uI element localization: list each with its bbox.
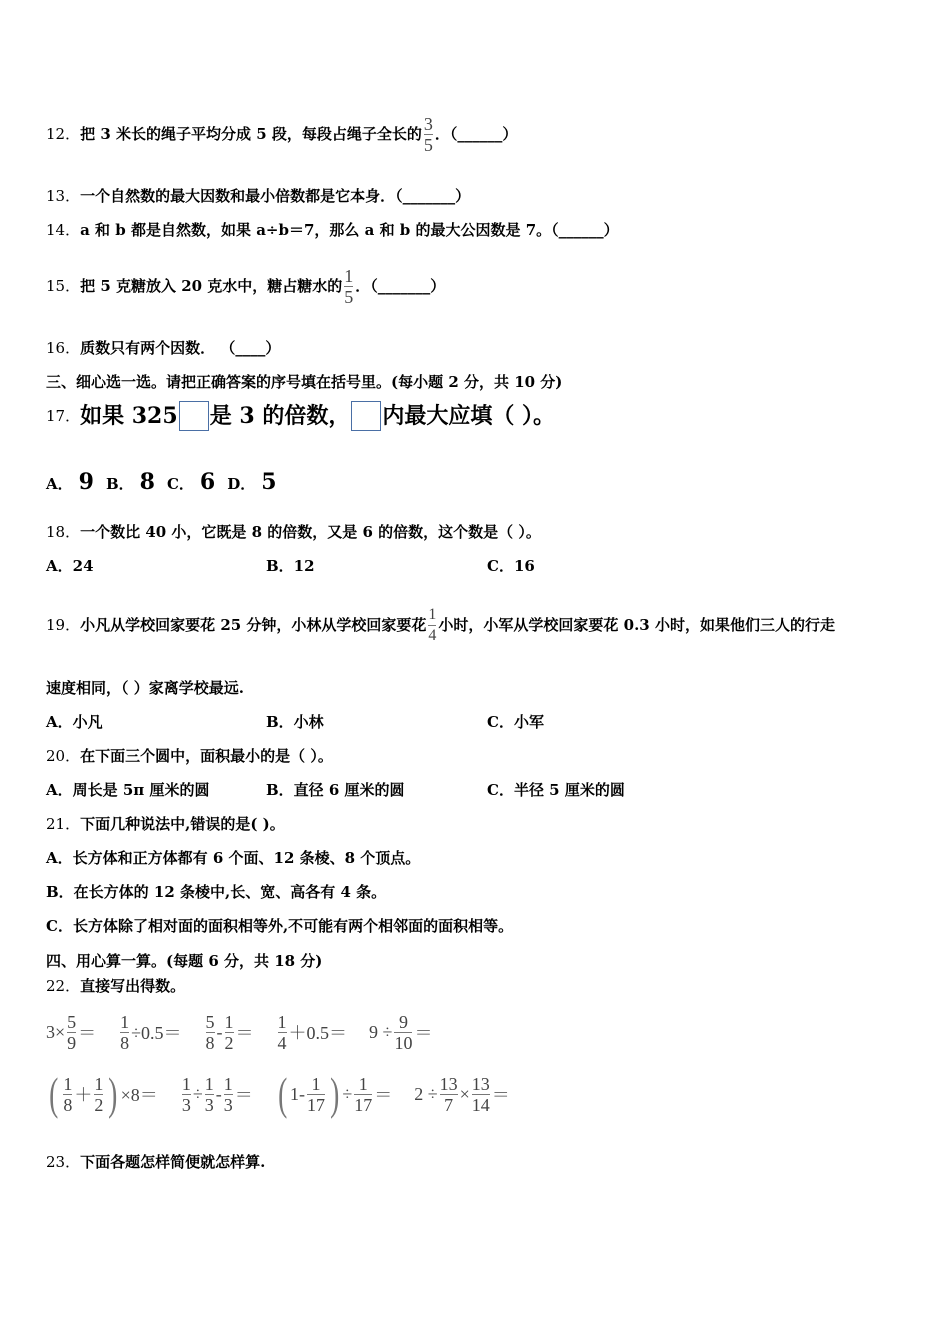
numerator: 5	[67, 1011, 77, 1032]
question-23	[46, 1152, 265, 1172]
expression-4	[276, 1012, 348, 1053]
equals: ＝	[78, 1023, 97, 1043]
option-b[interactable]: B．12	[266, 557, 315, 575]
fraction	[440, 1074, 458, 1115]
equals: ＝	[235, 1023, 254, 1043]
question-number: 15．	[46, 277, 81, 295]
option-c[interactable]: C．16	[487, 557, 535, 575]
question-number: 19．	[46, 616, 81, 634]
option-b[interactable]: B．在长方体的 12 条棱中,长、宽、高各有 4 条。	[46, 883, 387, 901]
expression-1	[46, 1012, 96, 1053]
option-c[interactable]	[166, 469, 227, 495]
numerator: 1	[344, 265, 354, 286]
equals: ＝	[374, 1085, 393, 1105]
fraction	[67, 1012, 76, 1053]
equals: ＝	[414, 1023, 433, 1043]
option-a[interactable]	[46, 469, 106, 495]
denominator: 17	[307, 1094, 326, 1115]
blank-box[interactable]	[179, 401, 209, 431]
equals: ＝	[491, 1085, 510, 1105]
expression-3	[204, 1012, 254, 1053]
question-13	[46, 186, 470, 206]
fraction	[94, 1074, 103, 1115]
operator: ×	[459, 1083, 470, 1104]
question-number: 14．	[46, 221, 81, 239]
option-b[interactable]: B．直径 6 厘米的圆	[266, 781, 405, 799]
option-c[interactable]: C．长方体除了相对面的面积相等外,不可能有两个相邻面的面积相等。	[46, 917, 514, 935]
fraction	[428, 605, 436, 646]
denominator: 17	[354, 1094, 373, 1115]
option-value: 5	[261, 469, 277, 495]
operator: ×8＝	[120, 1085, 158, 1105]
question-number: 22．	[46, 977, 81, 995]
math-row-2	[46, 1068, 532, 1120]
fraction	[120, 1012, 129, 1053]
question-number: 12．	[46, 125, 81, 143]
question-22	[46, 976, 185, 996]
fraction	[278, 1012, 287, 1053]
question-19-continued: 速度相同，（ ）家离学校最远.	[46, 679, 244, 697]
option-value: 6	[199, 469, 216, 495]
number: 3	[46, 1021, 55, 1042]
option-a[interactable]: A．周长是 5π 厘米的圆	[46, 781, 210, 799]
denominator: 8	[120, 1032, 130, 1053]
question-text: 直接写出得数。	[80, 977, 186, 995]
operator: ＋0.5＝	[288, 1023, 348, 1043]
question-text: 小时，小军从学校回家要花 0.3 小时，如果他们三人的行走	[438, 616, 835, 634]
numerator: 1	[428, 605, 437, 623]
question-text: 在下面三个圆中，面积最小的是（ ）。	[80, 747, 333, 765]
question-number: 18．	[46, 523, 81, 541]
operator: ×	[55, 1021, 66, 1042]
fraction	[344, 266, 353, 307]
denominator: 3	[204, 1094, 214, 1115]
numerator: 1	[277, 1011, 287, 1032]
left-paren: (	[277, 1068, 287, 1119]
denominator: 8	[63, 1094, 73, 1115]
option-label: D．	[227, 475, 256, 493]
denominator: 14	[471, 1094, 490, 1115]
question-text: 是 3 的倍数，	[209, 403, 351, 429]
fraction	[424, 114, 433, 155]
question-number: 23．	[46, 1153, 81, 1171]
operator: -	[215, 1083, 222, 1104]
operator: ＋	[74, 1085, 93, 1105]
option-b[interactable]: B．小林	[266, 713, 324, 731]
numerator: 1	[311, 1073, 321, 1094]
question-20	[46, 746, 333, 766]
question-15	[46, 256, 445, 316]
denominator: 4	[277, 1032, 287, 1053]
operator: ÷	[192, 1083, 203, 1104]
option-label: C．	[166, 475, 194, 493]
denominator: 8	[205, 1032, 215, 1053]
question-text: 质数只有两个因数． （____）	[80, 339, 281, 357]
question-12	[46, 104, 517, 164]
option-a[interactable]: A．长方体和正方体都有 6 个面、12 条棱、8 个顶点。	[46, 849, 421, 867]
denominator: 4	[428, 626, 437, 644]
expression-5	[369, 1012, 432, 1053]
denominator: 3	[223, 1094, 233, 1115]
equals: ＝	[234, 1085, 253, 1105]
expression-2	[118, 1012, 181, 1053]
option-label: B．	[105, 475, 134, 493]
number: 1-	[290, 1083, 306, 1104]
denominator: 5	[423, 134, 433, 155]
section-heading-4: 四、用心算一算。(每题 6 分，共 18 分)	[46, 952, 323, 970]
question-text: 下面几种说法中,错误的是( )。	[80, 815, 285, 833]
question-answer-blank[interactable]: ．（______）	[434, 125, 518, 143]
number: 9 ÷	[369, 1021, 393, 1042]
denominator: 10	[394, 1032, 413, 1053]
denominator: 3	[181, 1094, 191, 1115]
expression-6	[46, 1068, 158, 1119]
right-paren: )	[330, 1068, 340, 1119]
numerator: 1	[204, 1073, 214, 1094]
denominator: 2	[94, 1094, 104, 1115]
numerator: 1	[223, 1073, 233, 1094]
question-text: 把 5 克糖放入 20 克水中，糖占糖水的	[80, 277, 343, 295]
numerator: 1	[63, 1073, 73, 1094]
question-text: 如果 325	[80, 403, 178, 429]
denominator: 5	[344, 286, 354, 307]
numerator: 13	[471, 1073, 490, 1094]
expression-7	[180, 1074, 253, 1115]
fraction	[307, 1074, 325, 1115]
denominator: 7	[444, 1094, 454, 1115]
question-text: 一个自然数的最大因数和最小倍数都是它本身．（_______）	[80, 187, 471, 205]
fraction	[205, 1074, 214, 1115]
option-a[interactable]: A．小凡	[46, 713, 103, 731]
option-value: 8	[139, 469, 155, 495]
question-17	[46, 396, 555, 436]
question-text: 小凡从学校回家要花 25 分钟，小林从学校回家要花	[80, 616, 427, 634]
operator: ÷	[342, 1083, 353, 1104]
question-text: 内最大应填（ ）。	[382, 403, 555, 429]
question-18	[46, 522, 541, 542]
question-number: 13．	[46, 187, 81, 205]
blank-box[interactable]	[351, 401, 381, 431]
question-17-options	[46, 470, 289, 496]
question-text: 把 3 米长的绳子平均分成 5 段，每段占绳子全长的	[80, 125, 422, 143]
fraction	[472, 1074, 490, 1115]
option-value: 9	[78, 469, 94, 495]
right-paren: )	[108, 1068, 118, 1119]
numerator: 1	[120, 1011, 130, 1032]
option-c[interactable]: C．半径 5 厘米的圆	[487, 781, 625, 799]
left-paren: (	[49, 1068, 59, 1119]
question-14	[46, 220, 619, 240]
section-heading-3: 三、细心选一选。请把正确答案的序号填在括号里。(每小题 2 分，共 10 分)	[46, 373, 563, 391]
expression-8	[275, 1068, 393, 1119]
numerator: 1	[358, 1073, 368, 1094]
numerator: 5	[205, 1011, 215, 1032]
operator: ÷0.5＝	[131, 1023, 182, 1043]
numerator: 9	[398, 1011, 408, 1032]
question-number: 16．	[46, 339, 81, 357]
option-a[interactable]: A．24	[46, 557, 94, 575]
question-text: 一个数比 40 小，它既是 8 的倍数，又是 6 的倍数，这个数是（ ）。	[80, 523, 541, 541]
option-d[interactable]	[227, 469, 288, 495]
option-label: A．	[46, 475, 73, 493]
fraction	[394, 1012, 412, 1053]
question-19	[46, 590, 835, 660]
math-row-1	[46, 1008, 454, 1056]
numerator: 1	[181, 1073, 191, 1094]
question-21	[46, 814, 285, 834]
numerator: 3	[423, 113, 433, 134]
question-number: 20．	[46, 747, 81, 765]
question-16	[46, 338, 280, 358]
numerator: 1	[94, 1073, 104, 1094]
option-c[interactable]: C．小军	[487, 713, 544, 731]
number: 2 ÷	[414, 1083, 438, 1104]
numerator: 13	[439, 1073, 458, 1094]
denominator: 2	[224, 1032, 234, 1053]
question-answer-blank[interactable]: ．（_______）	[355, 277, 446, 295]
question-number: 21．	[46, 815, 81, 833]
operator: -	[216, 1021, 223, 1042]
fraction	[63, 1074, 72, 1115]
fraction	[225, 1012, 234, 1053]
expression-9	[414, 1074, 510, 1115]
numerator: 1	[224, 1011, 234, 1032]
question-number: 17．	[46, 407, 81, 425]
option-b[interactable]	[105, 469, 167, 495]
question-text: 下面各题怎样简便就怎样算.	[80, 1153, 266, 1171]
fraction	[182, 1074, 191, 1115]
question-text: a 和 b 都是自然数，如果 a÷b＝7，那么 a 和 b 的最大公因数是 7。（______）	[80, 221, 619, 239]
fraction	[354, 1074, 372, 1115]
denominator: 9	[67, 1032, 77, 1053]
fraction	[224, 1074, 233, 1115]
fraction	[206, 1012, 215, 1053]
